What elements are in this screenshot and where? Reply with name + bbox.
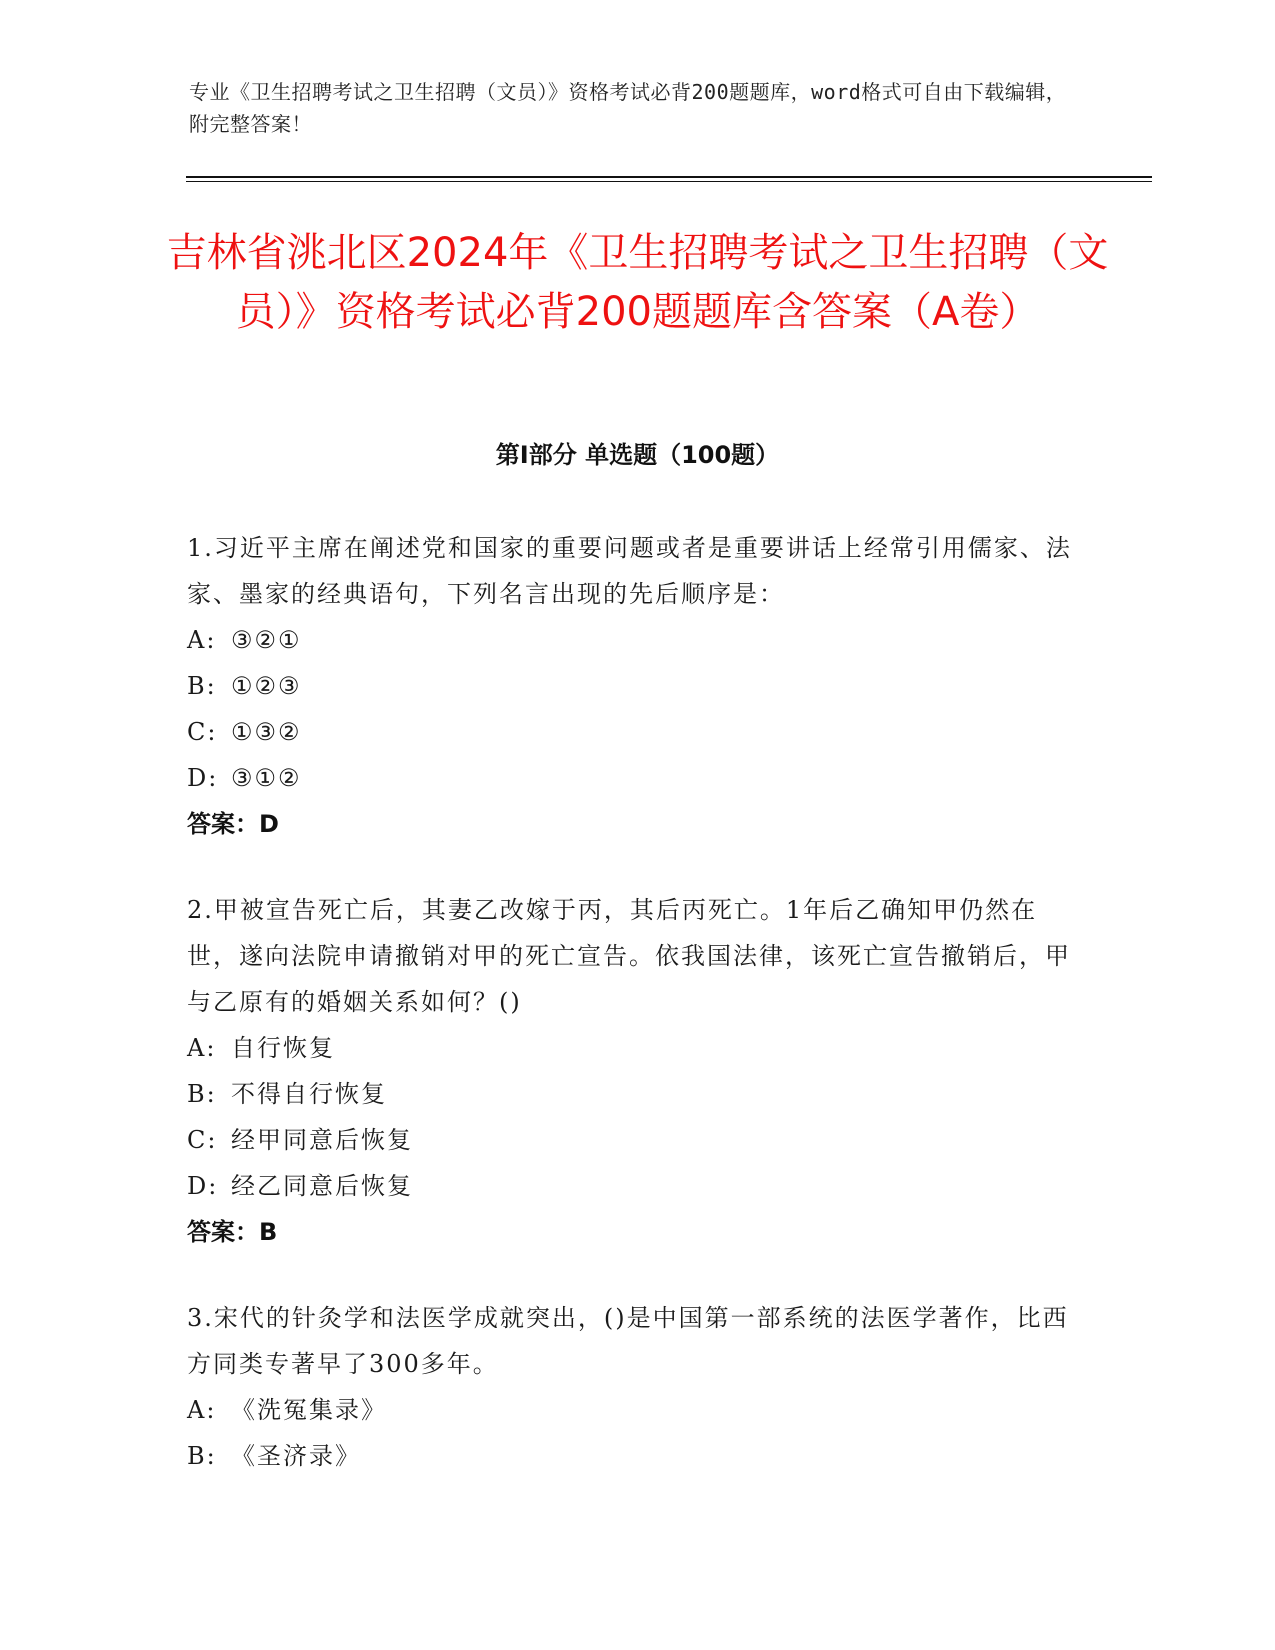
option-key: A:: [187, 626, 217, 654]
document-title: 吉林省洮北区2024年《卫生招聘考试之卫生招聘（文员）》资格考试必背200题题库含答案（A卷）: [166, 230, 1109, 335]
option-text: 不得自行恢复: [231, 1080, 387, 1108]
option-text: ③②①: [231, 626, 302, 654]
option-c: [187, 709, 1087, 755]
option-text: ①②③: [231, 672, 302, 700]
option-key: B:: [187, 1080, 217, 1108]
question-2: [187, 887, 1087, 1255]
option-key: D:: [187, 764, 219, 792]
header-divider-thick: [186, 176, 1152, 178]
option-text: 经甲同意后恢复: [231, 1126, 413, 1154]
header-divider-thin: [186, 181, 1152, 182]
option-key: C:: [187, 718, 218, 746]
answer-line: 答案：B: [187, 1218, 278, 1246]
option-key: D:: [187, 1172, 219, 1200]
section-title: 第I部分 单选题（100题）: [495, 441, 780, 469]
option-a: [187, 1387, 1087, 1433]
option-d: [187, 755, 1087, 801]
question-list: [187, 525, 1087, 1519]
option-a: [187, 617, 1087, 663]
question-stem: 1.习近平主席在阐述党和国家的重要问题或者是重要讲话上经常引用儒家、法家、墨家的经典语句，下列名言出现的先后顺序是：: [187, 534, 1072, 608]
answer-line: 答案：D: [187, 810, 279, 838]
option-d: [187, 1163, 1087, 1209]
option-text: ③①②: [231, 764, 302, 792]
option-key: B:: [187, 1442, 217, 1470]
option-text: 经乙同意后恢复: [231, 1172, 413, 1200]
option-b: [187, 1433, 1087, 1479]
option-a: [187, 1025, 1087, 1071]
question-stem: 2.甲被宣告死亡后，其妻乙改嫁于丙，其后丙死亡。1年后乙确知甲仍然在世，遂向法院申请撤销对甲的死亡宣告。依我国法律，该死亡宣告撤销后，甲与乙原有的婚姻关系如何？(): [187, 896, 1071, 1016]
option-key: A:: [187, 1396, 217, 1424]
option-text: 《洗冤集录》: [231, 1396, 387, 1424]
option-b: [187, 1071, 1087, 1117]
option-b: [187, 663, 1087, 709]
option-key: C:: [187, 1126, 218, 1154]
option-text: 自行恢复: [231, 1034, 335, 1062]
question-3: [187, 1295, 1087, 1479]
option-c: [187, 1117, 1087, 1163]
header-note: 专业《卫生招聘考试之卫生招聘（文员）》资格考试必背200题题库，word格式可自由下载编辑，附完整答案！: [189, 80, 1067, 136]
option-text: 《圣济录》: [231, 1442, 361, 1470]
option-key: B:: [187, 672, 217, 700]
question-1: [187, 525, 1087, 847]
option-text: ①③②: [231, 718, 302, 746]
question-stem: 3.宋代的针灸学和法医学成就突出，()是中国第一部系统的法医学著作，比西方同类专著早了300多年。: [187, 1304, 1069, 1378]
option-key: A:: [187, 1034, 217, 1062]
